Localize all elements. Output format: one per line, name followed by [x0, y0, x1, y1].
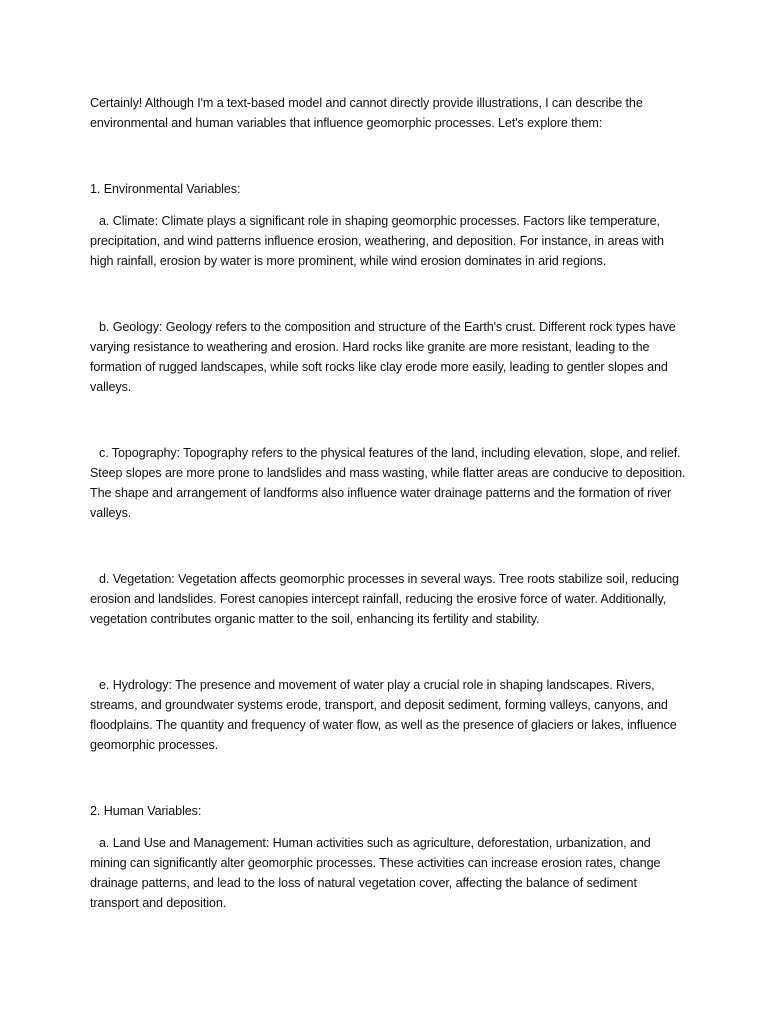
topography-paragraph: c. Topography: Topography refers to the physical features of the land, including elevation, slope, and relief. Steep slopes are more prone to landslides and mass wasting, while flatter areas are conducive to deposition. The shape and arrangement of landforms also influence water drainage patterns and the formation of river valleys.	[90, 446, 686, 520]
vegetation-paragraph: d. Vegetation: Vegetation affects geomorphic processes in several ways. Tree roots stabilize soil, reducing erosion and landslides. Forest canopies intercept rainfall, reducing the erosive force of water. Additionally, vegetation contributes organic matter to the soil, enhancing its fertility and stability.	[90, 572, 679, 626]
intro-paragraph: Certainly! Although I'm a text-based model and cannot directly provide illustrations, I can describe the environmental and human variables that influence geomorphic processes. Let's explore them:	[90, 96, 643, 130]
climate-paragraph: a. Climate: Climate plays a significant role in shaping geomorphic processes. Factors like temperature, precipitation, and wind patterns influence erosion, weathering, and deposition. For instance, in areas with high rainfall, erosion by water is more prominent, while wind erosion dominates in arid regions.	[90, 214, 664, 268]
land-use-paragraph: a. Land Use and Management: Human activities such as agriculture, deforestation, urbanization, and mining can significantly alter geomorphic processes. These activities can increase erosion rates, change drainage patterns, and lead to the loss of natural vegetation cover, affecting the balance of sediment transport and deposition.	[90, 836, 661, 910]
human-variables-heading: 2. Human Variables:	[90, 804, 202, 818]
geology-paragraph: b. Geology: Geology refers to the composition and structure of the Earth's crust. Different rock types have varying resistance to weathering and erosion. Hard rocks like granite are more resistant, leading to the formation of rugged landscapes, while soft rocks like clay erode more easily, leading to gentler slopes and valleys.	[90, 320, 676, 394]
hydrology-paragraph: e. Hydrology: The presence and movement of water play a crucial role in shaping landscapes. Rivers, streams, and groundwater systems erode, transport, and deposit sediment, forming valleys, canyons, and floodplains. The quantity and frequency of water flow, as well as the presence of glaciers or lakes, influence geomorphic processes.	[90, 678, 677, 752]
environmental-variables-heading: 1. Environmental Variables:	[90, 182, 241, 196]
